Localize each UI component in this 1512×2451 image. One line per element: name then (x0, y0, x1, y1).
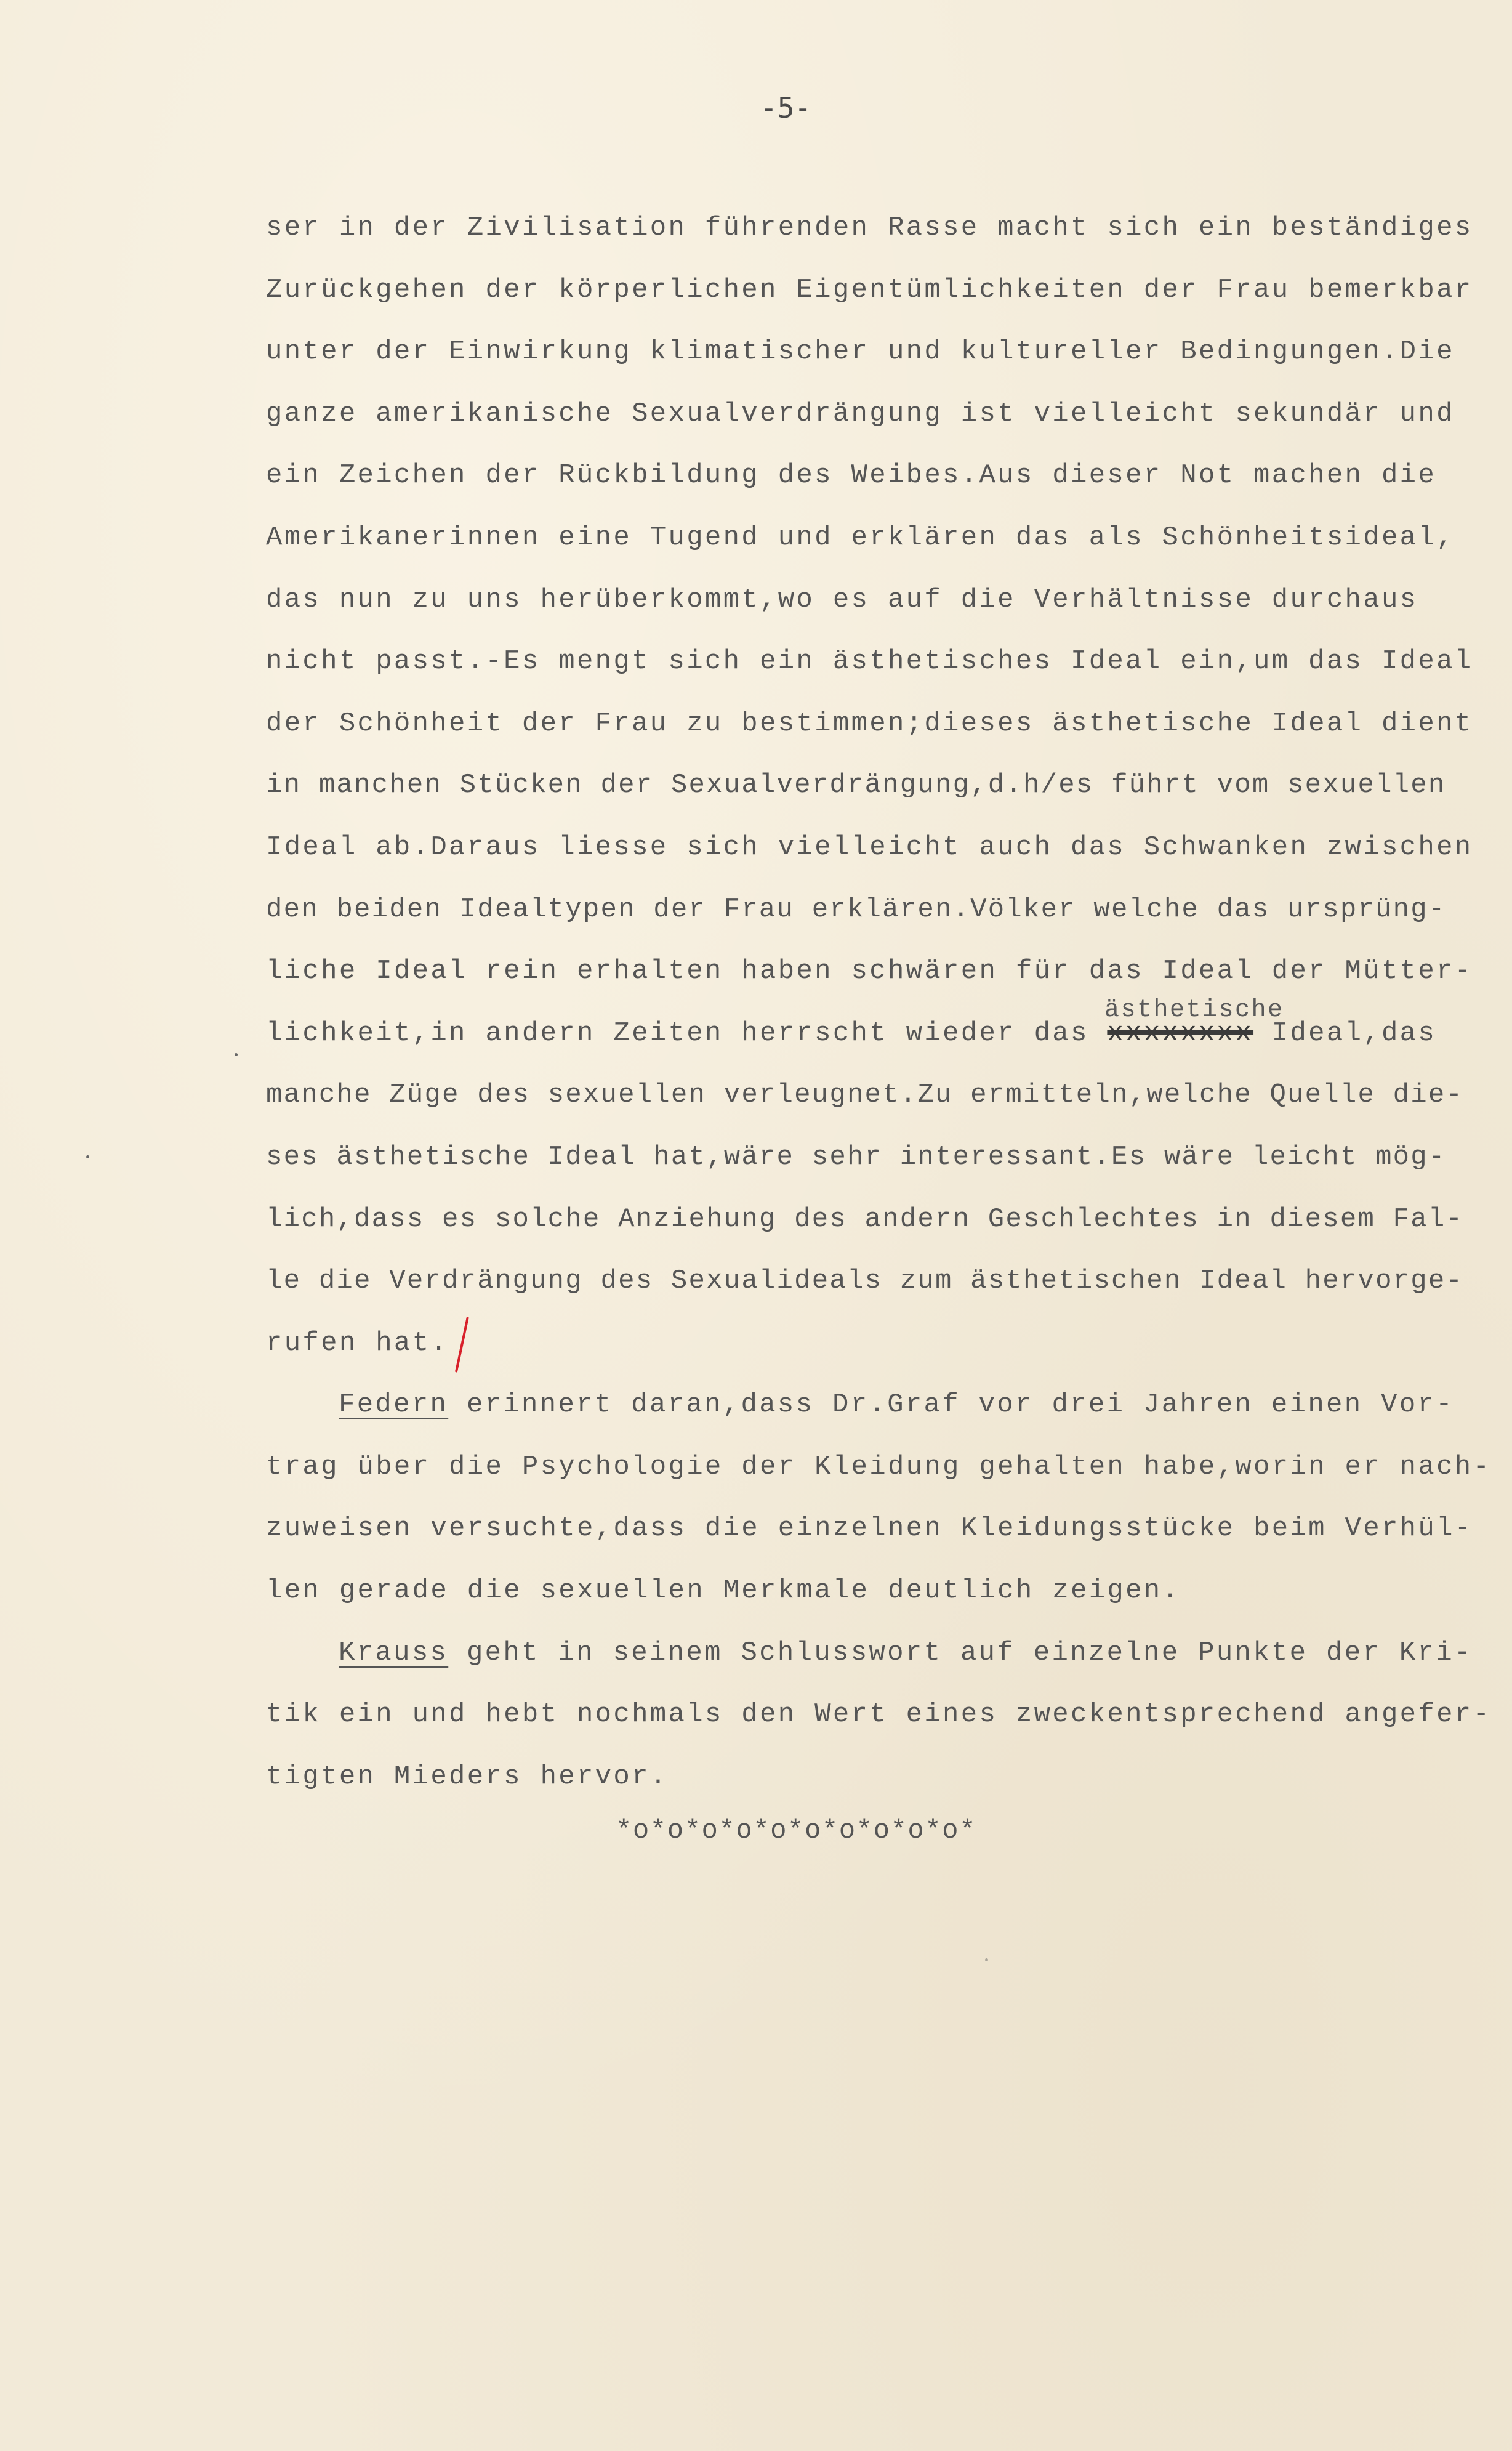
typed-text-body (266, 209, 1503, 1820)
text-segment: erinnert daran,dass Dr.Graf vor drei Jahren einen Vor- (448, 1389, 1454, 1421)
paper-speck (235, 1053, 238, 1056)
interlinear-insertion: ästhetische (1104, 996, 1284, 1024)
text-line: lich,dass es solche Anziehung des andern Geschlechtes in diesem Fal- (266, 1203, 1464, 1235)
text-segment: Ideal,das (1253, 1017, 1437, 1049)
text-line: ser in der Zivilisation führenden Rasse macht sich ein beständiges (266, 212, 1473, 243)
text-line: Amerikanerinnen eine Tugend und erklären das als Schönheitsideal, (266, 522, 1455, 553)
text-line: len gerade die sexuellen Merkmale deutlich zeigen. (266, 1575, 1181, 1607)
text-line: unter der Einwirkung klimatischer und kultureller Bedingungen.Die (266, 336, 1455, 368)
text-line: rufen hat. (266, 1327, 449, 1359)
text-line: liche Ideal rein erhalten haben schwären für das Ideal der Mütter- (266, 956, 1473, 987)
text-line: in manchen Stücken der Sexualverdrängung,d.h/es führt vom sexuellen (266, 770, 1446, 801)
text-line: Ideal ab.Daraus liesse sich vielleicht auch das Schwanken zwischen (266, 831, 1473, 863)
text-line: den beiden Idealtypen der Frau erklären.Völker welche das ursprüng- (266, 894, 1446, 925)
text-line: ein Zeichen der Rückbildung des Weibes.Aus dieser Not machen die (266, 460, 1437, 491)
text-line: der Schönheit der Frau zu bestimmen;dieses ästhetische Ideal dient (266, 708, 1473, 739)
text-segment: geht in seinem Schlusswort auf einzelne Punkte der Kri- (448, 1637, 1473, 1668)
text-line: das nun zu uns herüberkommt,wo es auf die Verhältnisse durchaus (266, 584, 1418, 615)
speaker-name: Federn (339, 1389, 449, 1421)
speaker-name: Krauss (339, 1637, 449, 1668)
text-line: Zurückgehen der körperlichen Eigentümlichkeiten der Frau bemerkbar (266, 274, 1473, 305)
text-line-speaker (266, 1386, 1503, 1448)
text-line-speaker (266, 1634, 1503, 1697)
text-line: ganze amerikanische Sexualverdrängung ist vielleicht sekundär und (266, 398, 1455, 429)
text-line: tik ein und hebt nochmals den Wert eines zweckentsprechend angefer- (266, 1699, 1492, 1730)
section-divider: *o*o*o*o*o*o*o*o*o*o* (616, 1815, 976, 1846)
paper-speck (985, 1958, 988, 1961)
text-line: ses ästhetische Ideal hat,wäre sehr interessant.Es wäre leicht mög- (266, 1141, 1446, 1173)
text-line: nicht passt.-Es mengt sich ein ästhetisches Ideal ein,um das Ideal (266, 646, 1473, 677)
text-segment: lichkeit,in andern Zeiten herrscht wieder das (266, 1017, 1108, 1049)
paper-speck (86, 1155, 89, 1158)
text-line: le die Verdrängung des Sexualideals zum ästhetischen Ideal hervorge- (266, 1266, 1464, 1297)
page-number: -5- (760, 91, 812, 124)
text-line-with-correction (266, 996, 1503, 1077)
text-line: manche Züge des sexuellen verleugnet.Zu ermitteln,welche Quelle die- (266, 1080, 1464, 1111)
text-line: trag über die Psychologie der Kleidung gehalten habe,worin er nach- (266, 1451, 1492, 1482)
struck-out-word: xxxxxxxx (1107, 1017, 1254, 1049)
text-line: tigten Mieders hervor. (266, 1761, 669, 1792)
text-line: zuweisen versuchte,dass die einzelnen Kleidungsstücke beim Verhül- (266, 1513, 1473, 1544)
